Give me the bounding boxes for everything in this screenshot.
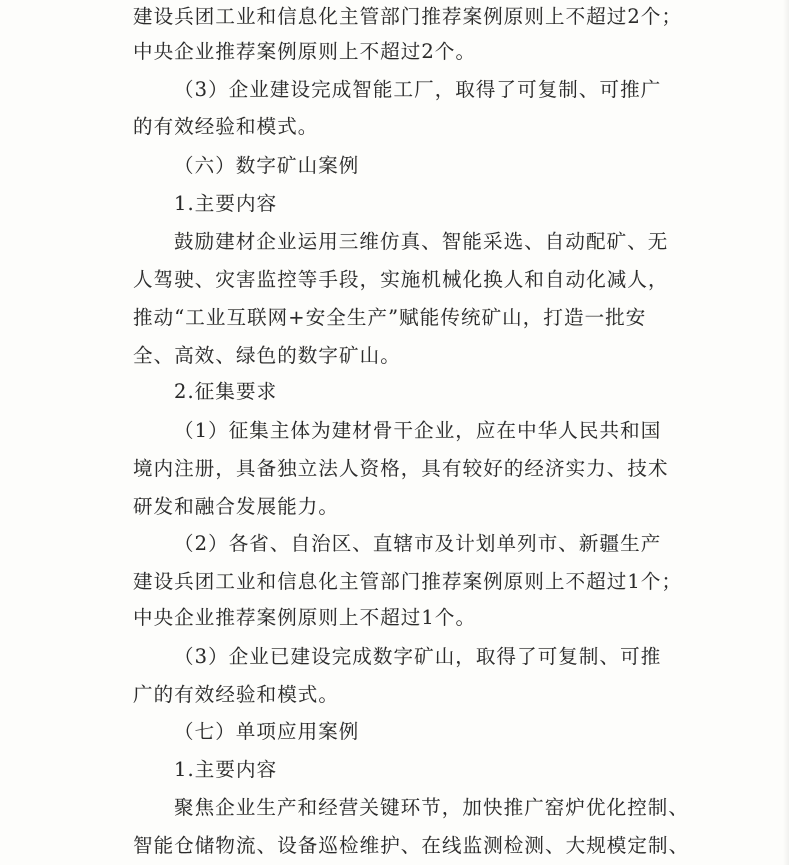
text-line: 中央企业推荐案例原则上不超过1个。 xyxy=(133,606,477,629)
text-line: 中央企业推荐案例原则上不超过2个。 xyxy=(133,40,477,63)
text-line: 智能仓储物流、设备巡检维护、在线监测检测、大规模定制、 xyxy=(133,834,690,857)
text-line: 建设兵团工业和信息化主管部门推荐案例原则上不超过1个； xyxy=(133,570,683,593)
text-line: 全、高效、绿色的数字矿山。 xyxy=(133,344,401,367)
text-line: 人驾驶、灾害监控等手段，实施机械化换人和自动化减人， xyxy=(133,268,669,291)
text-line: 聚焦企业生产和经营关键环节，加快推广窑炉优化控制、 xyxy=(174,796,690,819)
text-line: 境内注册，具备独立法人资格，具有较好的经济实力、技术 xyxy=(133,457,669,480)
subsection-heading: 2.征集要求 xyxy=(174,380,278,403)
text-line: （3）企业建设完成智能工厂，取得了可复制、可推广 xyxy=(174,78,662,101)
text-line: （3）企业已建设完成数字矿山，取得了可复制、可推 xyxy=(174,645,662,668)
scan-edge-shadow xyxy=(783,0,789,865)
text-line: 的有效经验和模式。 xyxy=(133,115,319,138)
text-line: 推动“工业互联网+安全生产”赋能传统矿山，打造一批安 xyxy=(133,306,647,329)
text-line: （2）各省、自治区、直辖市及计划单列市、新疆生产 xyxy=(174,532,662,555)
subsection-heading: 1.主要内容 xyxy=(174,192,278,215)
subsection-heading: 1.主要内容 xyxy=(174,758,278,781)
text-line: （1）征集主体为建材骨干企业，应在中华人民共和国 xyxy=(174,419,662,442)
text-line: 研发和融合发展能力。 xyxy=(133,495,340,518)
text-line: 建设兵团工业和信息化主管部门推荐案例原则上不超过2个； xyxy=(133,5,683,28)
text-line: 广的有效经验和模式。 xyxy=(133,683,340,706)
section-heading: （六）数字矿山案例 xyxy=(174,154,360,177)
section-heading: （七）单项应用案例 xyxy=(174,720,360,743)
text-line: 鼓励建材企业运用三维仿真、智能采选、自动配矿、无 xyxy=(174,230,669,253)
